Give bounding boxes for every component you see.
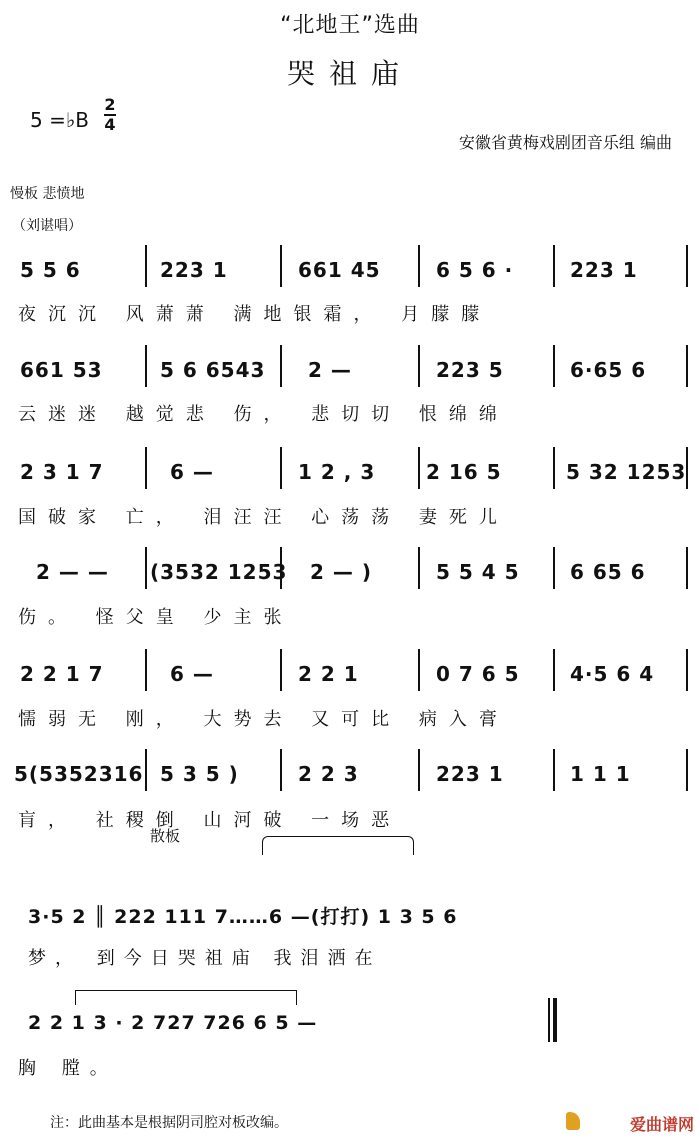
barline [145,649,147,691]
collection-title: “北地王”选曲 [280,13,420,38]
barline [418,447,420,489]
song-title: 哭祖庙 [286,57,413,90]
barline [686,245,688,287]
measure: 223 1 [570,258,638,282]
barline [145,245,147,287]
measure: 223 1 [436,762,504,786]
measure: 6 — [170,662,214,686]
fermata-bracket [262,836,414,855]
lyrics-line: 伤。 怪父皇 少主张 [18,607,294,628]
measure: 4·5 6 4 [570,662,655,686]
barline [280,447,282,489]
barline [686,447,688,489]
barline [280,245,282,287]
barline [280,345,282,387]
measure: 6 65 6 [570,560,646,584]
measure: 223 5 [436,358,504,382]
barline [553,547,555,589]
lyrics-line: 夜沉沉 风萧萧 满地银霜， 月朦朦 [18,304,492,325]
barline [686,749,688,791]
free-section-notes: 3·5 2 ║ 222 111 7……6 —(打打) 1 3 5 6 [28,906,458,928]
measure: 2 3 1 7 [20,460,104,484]
barline [553,245,555,287]
tempo-marking: 慢板 悲愤地 [10,186,85,202]
lyrics-line: 云迷迷 越觉悲 伤， 悲切切 恨绵绵 [18,404,509,425]
music-note-icon [566,1112,580,1130]
measure: 0 7 6 5 [436,662,520,686]
measure: 2 2 1 [298,662,359,686]
time-signature-bottom: 4 [104,115,116,134]
barline [418,245,420,287]
barline [553,345,555,387]
free-section-lyrics: 梦， 到今日哭祖庙 我泪洒在 [28,948,382,969]
barline [280,649,282,691]
singer-marking: （刘谌唱） [12,218,82,234]
measure: 5 5 4 5 [436,560,520,584]
barline [280,547,282,589]
barline [145,447,147,489]
final-barline [548,998,557,1042]
barline [686,345,688,387]
lyrics-line: 懦弱无 刚， 大势去 又可比 病入膏 [18,709,509,730]
measure: 2 — ) [310,560,372,584]
barline [686,649,688,691]
lyrics-line: 国破家 亡， 泪汪汪 心荡荡 妻死儿 [18,507,509,528]
barline [145,749,147,791]
final-line-lyrics: 胸 膛。 [18,1058,118,1079]
free-tempo-marking: 散板 [150,827,181,845]
barline [418,649,420,691]
measure: 5 6 6543 [160,358,266,382]
measure: 223 1 [160,258,228,282]
measure: 6 — [170,460,214,484]
measure: 5(5352316 [14,762,144,786]
footnote: 注：此曲基本是根据阴司腔对板改编。 [50,1115,288,1131]
measure: 5 32 1253 [566,460,687,484]
lyrics-line: 肓， 社稷倒 山河破 一场恶 [18,810,402,831]
measure: 2 2 3 [298,762,359,786]
measure: 6 5 6 · [436,258,514,282]
final-line-notes: 2 2 1 3 · 2 727 726 6 5 — [28,1012,318,1034]
barline [686,547,688,589]
barline [418,345,420,387]
key-signature: 5 =♭B [30,108,89,132]
measure: 6·65 6 [570,358,647,382]
watermark: 爱曲谱网 [629,1115,694,1134]
barline [553,749,555,791]
measure: 1 1 1 [570,762,631,786]
barline [418,749,420,791]
barline [418,547,420,589]
time-signature [104,96,116,134]
measure: 2 16 5 [426,460,502,484]
measure: 661 45 [298,258,381,282]
barline [145,547,147,589]
measure: 2 2 1 7 [20,662,104,686]
measure: 2 — [308,358,352,382]
barline [280,749,282,791]
barline [553,447,555,489]
phrase-bracket [75,990,297,1005]
barline [145,345,147,387]
measure: 661 53 [20,358,103,382]
measure: 1 2 , 3 [298,460,376,484]
barline [553,649,555,691]
composer-credit: 安徽省黄梅戏剧团音乐组 编曲 [458,133,672,152]
measure: 2 — — [36,560,109,584]
measure: 5 3 5 ) [160,762,239,786]
measure: (3532 1253 [150,560,288,584]
time-signature-top: 2 [104,95,116,114]
measure: 5 5 6 [20,258,81,282]
